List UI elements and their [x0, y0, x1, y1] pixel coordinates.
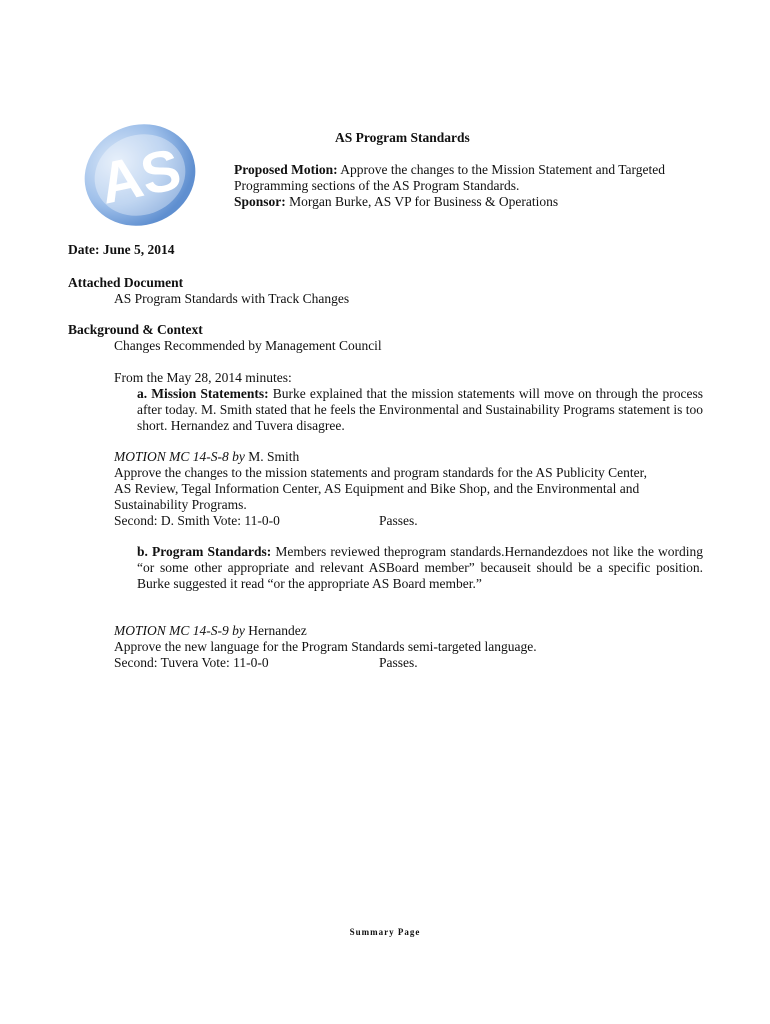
proposed-motion-text: Approve the changes to the Mission Statement and Targeted Programming sections of the AS Program Standards. — [234, 162, 665, 193]
sponsor-label: Sponsor: — [234, 194, 286, 209]
motion-2-second: Second: Tuvera Vote: 11-0-0 — [114, 655, 269, 670]
motion-1-heading — [114, 449, 299, 465]
logo-letters: AS — [94, 136, 187, 217]
as-logo — [80, 122, 200, 228]
item-a-text: Burke explained that the mission statements will move on through the process after today. M. Smith stated that he feels the Environmental and Sustainability Programs statement is too short. Hernandez and Tuvera disagree. — [137, 386, 704, 433]
item-b-program-standards — [137, 544, 703, 592]
motion-1-label: MOTION MC 14-S-8 by — [114, 449, 245, 464]
page-footer: Summary Page — [349, 927, 421, 937]
proposed-motion-block — [234, 162, 704, 210]
sponsor-text: Morgan Burke, AS VP for Business & Operations — [289, 194, 559, 209]
attached-heading: Attached Document — [68, 275, 184, 290]
motion-2-mover: Hernandez — [248, 623, 307, 638]
background-heading: Background & Context — [68, 322, 203, 337]
motion-1-mover: M. Smith — [248, 449, 300, 464]
background-text: Changes Recommended by Management Council — [114, 338, 382, 353]
motion-1-second: Second: D. Smith Vote: 11-0-0 — [114, 513, 280, 528]
item-a-label: a. Mission Statements: — [137, 386, 269, 401]
motion-1-text: Approve the changes to the mission statements and program standards for the AS Publicity Center, AS Review, Tegal Information Center, AS Equipment and Bike Shop, and the Environmental and Sustainability Programs. — [114, 465, 647, 512]
item-b-label: b. Program Standards: — [137, 544, 272, 559]
motion-1-result: Passes. — [379, 513, 418, 528]
motion-2-heading — [114, 623, 307, 639]
motion-2-text: Approve the new language for the Program Standards semi-targeted language. — [114, 639, 537, 654]
document-title: AS Program Standards — [335, 130, 470, 145]
motion-2-result: Passes. — [379, 655, 418, 670]
item-b-text: Members reviewed theprogram standards.Hernandezdoes not like the wording “or some other appropriate and relevant ASBoard member” becauseit should be a specific position. Burke suggested it read “or the appropriate AS Board member.” — [137, 544, 703, 591]
attached-text: AS Program Standards with Track Changes — [114, 291, 350, 306]
meeting-date: Date: June 5, 2014 — [68, 242, 175, 257]
minutes-intro: From the May 28, 2014 minutes: — [114, 370, 292, 385]
proposed-motion-label: Proposed Motion: — [234, 162, 338, 177]
item-a-mission-statements — [137, 386, 703, 434]
motion-2-label: MOTION MC 14-S-9 by — [114, 623, 245, 638]
